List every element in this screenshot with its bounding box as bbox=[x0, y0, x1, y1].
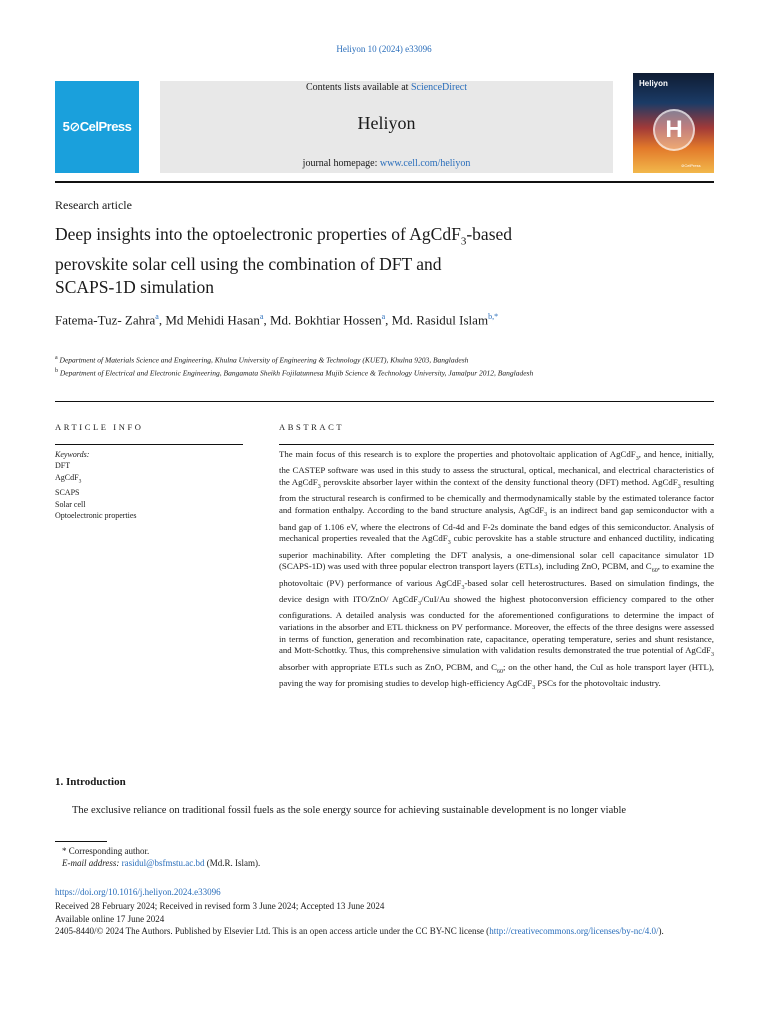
author-affiliation-marker[interactable]: b,* bbox=[488, 312, 499, 321]
author-name[interactable]: Md. Rasidul Islam bbox=[391, 312, 489, 328]
email-suffix: (Md.R. Islam). bbox=[204, 858, 261, 868]
abstract-subscript: 60 bbox=[497, 668, 504, 675]
license-link[interactable]: http://creativecommons.org/licenses/by-nc/4.0/ bbox=[489, 926, 659, 936]
abstract-subscript: 3 bbox=[418, 600, 421, 607]
author-separator: , bbox=[263, 312, 270, 328]
author-list bbox=[55, 307, 615, 329]
homepage-line bbox=[160, 158, 613, 169]
keyword-item: Solar cell bbox=[55, 499, 86, 509]
abstract-text-part: is an indirect band gap semiconductor with a band gap of 1.106 eV, where the electrons of Cd-4d and F-2s dominate the band edges of this semiconductor. Analysis of mechanical properties revealed that the AgCdF bbox=[279, 505, 714, 544]
corresponding-author-note: * Corresponding author. bbox=[62, 846, 150, 856]
homepage-link[interactable]: www.cell.com/heliyon bbox=[379, 158, 471, 169]
affiliation-b bbox=[55, 365, 615, 380]
copyright-text: 2405-8440/© 2024 The Authors. Published by Elsevier Ltd. This is an open access article under the CC BY-NC license ( bbox=[55, 926, 490, 936]
author-name[interactable]: Md Mehidi Hasan bbox=[165, 312, 260, 328]
keywords-label: Keywords: bbox=[55, 450, 90, 459]
abstract-subscript: 3 bbox=[317, 483, 321, 490]
contents-prefix: Contents lists available at bbox=[305, 82, 411, 93]
abstract-subscript: 3 bbox=[711, 652, 714, 659]
keyword-item: SCAPS bbox=[55, 488, 80, 498]
abstract-subscript: 3 bbox=[447, 539, 451, 546]
abstract-rule bbox=[279, 444, 714, 445]
keywords-block bbox=[55, 449, 137, 521]
abstract-text-part: ; on the other hand, the CuI as hole transport layer (HTL), paving the way for promising studies to develop high-efficiency AgCdF bbox=[279, 661, 714, 689]
article-info-heading: ARTICLE INFO bbox=[55, 422, 144, 432]
abstract-text-part: , and hence, initially, the CASTEP software was used in this study to assess the structural, optical, mechanical, and electrical characteristics of the AgCdF bbox=[279, 449, 714, 488]
abstract-text-part: resulting from the structural research is confirmed to be chemically and thermodynamically stable by the estimated tolerance factor and formation enthalpy. According to the band structure analysis, AgCdF bbox=[279, 477, 715, 516]
abstract-text-part: cubic perovskite has a stable structure and enhanced ductility, indicating superior machinability. After completing the DFT analysis, a one-dimensional solar cell capacitance simulator 1D (SCAPS-1D) was used with three popular electron transport layers (ETLs), including ZnO, PCBM, and C bbox=[279, 533, 715, 572]
affiliation-label: a bbox=[55, 355, 58, 361]
journal-name: Heliyon bbox=[357, 113, 416, 133]
article-info-rule bbox=[55, 444, 243, 445]
abstract-subscript: 3 bbox=[635, 455, 639, 462]
title-part: Deep insights into the optoelectronic properties of AgCdF bbox=[55, 224, 461, 244]
abstract-text-part: -based solar cell heterostructures. Based on simulation findings, the device design with ITO/ZnO/ AgCdF bbox=[279, 577, 714, 605]
abstract-text-part: absorber with appropriate ETLs such as ZnO, PCBM, and C bbox=[279, 661, 498, 672]
affiliation-label: b bbox=[55, 368, 58, 374]
abstract-subscript: 3 bbox=[544, 511, 548, 518]
copyright-notice bbox=[55, 925, 714, 937]
abstract-text-part: PSCs for the photovoltaic industry. bbox=[535, 678, 661, 689]
abstract-heading: ABSTRACT bbox=[279, 422, 345, 432]
author-affiliation-marker[interactable]: a bbox=[381, 312, 386, 321]
journal-cover-image[interactable] bbox=[633, 73, 714, 173]
footnote-rule bbox=[55, 841, 107, 842]
contents-line bbox=[160, 82, 613, 93]
introduction-heading: 1. Introduction bbox=[55, 776, 126, 788]
abstract-text-part: /CuI/Au showed the highest photoconversion efficiency compared to the other configurations. A detailed analysis was conducted for the aforementioned configurations to determine the impact of variations in the absorber and ETL thickness on PV performance. Moreover, the effects of the three designs were assessed in terms of function, generation and recombination rate, capacitance, operating temperature, series and shunt resistance, and Mott-Schottky. Thus, this comprehensive simulation with validation results demonstrated the true potential of AgCdF bbox=[279, 594, 714, 656]
author-affiliation-marker[interactable]: a bbox=[259, 312, 264, 321]
author-name[interactable]: Md. Bokhtiar Hossen bbox=[269, 312, 382, 328]
author-name[interactable]: Fatema-Tuz- Zahra bbox=[55, 312, 156, 328]
abstract-text-part: , to examine the photovoltaic (PV) performance of various AgCdF bbox=[279, 561, 714, 588]
affiliation-text: Department of Electrical and Electronic Engineering, Bangamata Sheikh Fojilatunnesa Mujib Science & Technology University, Jamalpur 2012, Bangladesh bbox=[58, 368, 534, 378]
abstract-subscript: 3 bbox=[532, 685, 536, 691]
copyright-end: ). bbox=[658, 926, 664, 936]
title-line: SCAPS-1D simulation bbox=[55, 276, 214, 297]
cover-h-emblem bbox=[653, 109, 695, 151]
abstract-text-part: The main focus of this research is to explore the properties and photovoltaic application of AgCdF bbox=[279, 449, 636, 459]
title-part: -based bbox=[466, 224, 513, 244]
keyword-subscript: 3 bbox=[78, 478, 82, 485]
article-type: Research article bbox=[55, 198, 132, 212]
header-divider bbox=[55, 181, 714, 183]
abstract-subscript: 60 bbox=[651, 568, 658, 574]
email-label: E-mail address: bbox=[62, 858, 122, 868]
available-online: Available online 17 June 2024 bbox=[55, 914, 165, 924]
homepage-prefix: journal homepage: bbox=[302, 158, 380, 169]
cellpress-logo-text: 5⊘CelPress bbox=[62, 119, 132, 134]
abstract-text-part: perovskite absorber layer within the context of the density functional theory (DFT) method. AgCdF bbox=[320, 477, 678, 488]
abstract-text bbox=[279, 449, 714, 695]
author-separator: , bbox=[158, 312, 166, 328]
email-note bbox=[62, 858, 260, 868]
doi-link[interactable]: https://doi.org/10.1016/j.heliyon.2024.e33096 bbox=[55, 887, 221, 897]
keyword-item: DFT bbox=[55, 461, 71, 471]
section-divider bbox=[55, 401, 714, 402]
keyword-item: Optoelectronic properties bbox=[55, 511, 137, 521]
cover-letter: H bbox=[665, 116, 683, 143]
received-dates: Received 28 February 2024; Received in revised form 3 June 2024; Accepted 13 June 2024 bbox=[55, 901, 385, 911]
title-subscript: 3 bbox=[460, 235, 467, 248]
author-affiliation-marker[interactable]: a bbox=[155, 312, 159, 321]
affiliation-text: Department of Materials Science and Engineering, Khulna University of Engineering & Technology (KUET), Khulna 9203, Bangladesh bbox=[57, 355, 469, 365]
abstract-subscript: 3 bbox=[677, 483, 681, 490]
article-title bbox=[55, 223, 645, 298]
email-link[interactable]: rasidul@bsfmstu.ac.bd bbox=[121, 858, 205, 868]
keyword-item: AgCdF$_3$ bbox=[55, 472, 82, 485]
abstract-subscript: 3 bbox=[461, 584, 465, 591]
sciencedirect-link[interactable]: ScienceDirect bbox=[410, 82, 468, 93]
cellpress-logo[interactable] bbox=[55, 81, 139, 173]
author-separator: , bbox=[385, 312, 392, 328]
introduction-text: The exclusive reliance on traditional fossil fuels as the sole energy source for achieving sustainable development is no longer viable bbox=[72, 805, 627, 816]
title-line: perovskite solar cell using the combination of DFT and bbox=[55, 254, 442, 274]
cover-publisher: ⊘CelPress bbox=[681, 163, 701, 168]
journal-reference[interactable]: Heliyon 10 (2024) e33096 bbox=[336, 44, 432, 54]
cover-title: Heliyon bbox=[639, 79, 668, 88]
